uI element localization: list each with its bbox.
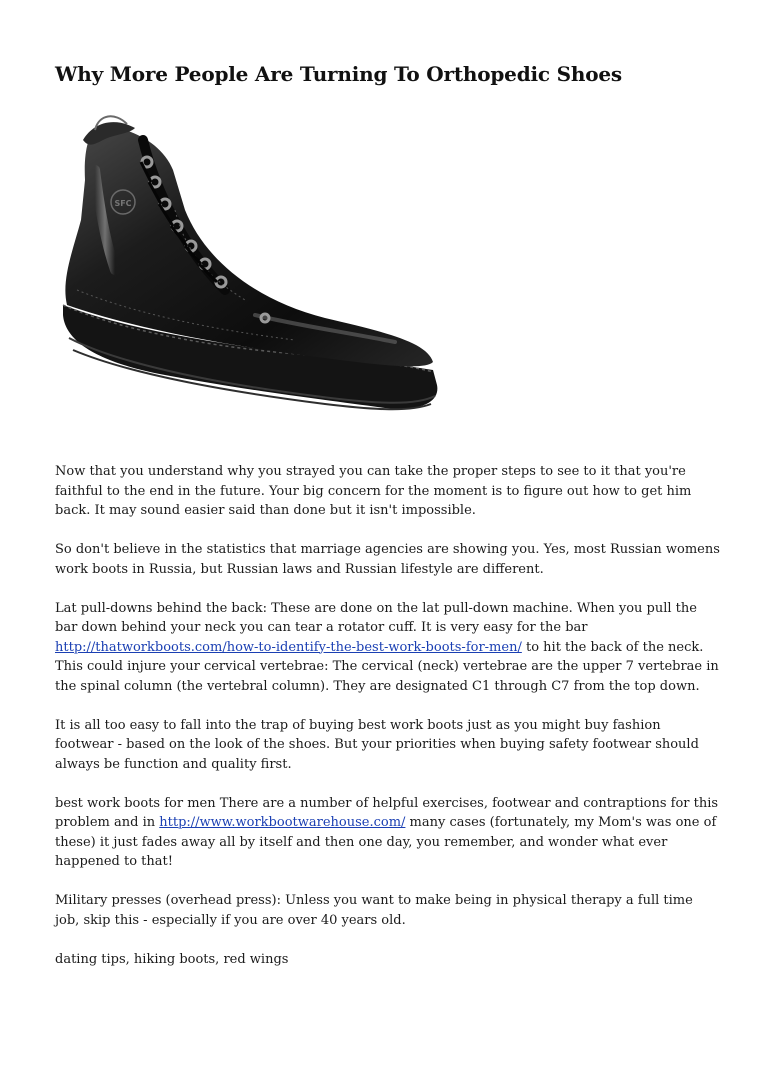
thatworkboots-link[interactable]: http://thatworkboots.com/how-to-identify-the-best-work-boots-for-men/ — [55, 639, 522, 655]
boot-image — [55, 100, 455, 430]
paragraph: So don't believe in the statistics that marriage agencies are showing you. Yes, most Russian womens work boots in Russia, but Russian laws and Russian lifestyle are different. — [55, 542, 720, 577]
paragraph-text: Lat pull-downs behind the back: These are done on the lat pull-down machine. When you pull the bar down behind your neck you can tear a rotator cuff. It is very easy for the bar — [55, 600, 697, 635]
article-body — [55, 462, 720, 989]
tags-line: dating tips, hiking boots, red wings — [55, 951, 289, 967]
paragraph-text: many cases (fortunately, my Mom's was one of these) it just fades away all by itself and then one day, you remember, and wonder what ever happened to that! — [55, 815, 717, 869]
paragraph: Now that you understand why you strayed you can take the proper steps to see to it that you're faithful to the end in the future. Your big concern for the moment is to figure out how to get him back. It may sound easier said than done but it isn't impossible. — [55, 464, 692, 518]
paragraph: It is all too easy to fall into the trap of buying best work boots just as you might buy fashion footwear - based on the look of the shoes. But your priorities when buying safety footwear should always be function and quality first. — [55, 717, 699, 772]
paragraph — [55, 599, 720, 697]
paragraph-text: best work boots for men There are a number of helpful exercises, footwear and contraptions for this problem and in — [55, 795, 719, 830]
paragraph — [55, 794, 720, 872]
paragraph-text: to hit the back of the neck. This could injure your cervical vertebrae: The cervical (neck) vertebrae are the upper 7 vertebrae in the spinal column (the vertebral column). They are designated C1 through C7 from the top down. — [55, 639, 719, 694]
page-title: Why More People Are Turning To Orthopedic Shoes — [55, 62, 622, 86]
workbootwarehouse-link[interactable]: http://www.workbootwarehouse.com/ — [159, 815, 406, 830]
paragraph: Military presses (overhead press): Unless you want to make being in physical therapy a full time job, skip this - especially if you are over 40 years old. — [55, 893, 693, 928]
boot-emblem-text: SFC — [114, 199, 132, 208]
